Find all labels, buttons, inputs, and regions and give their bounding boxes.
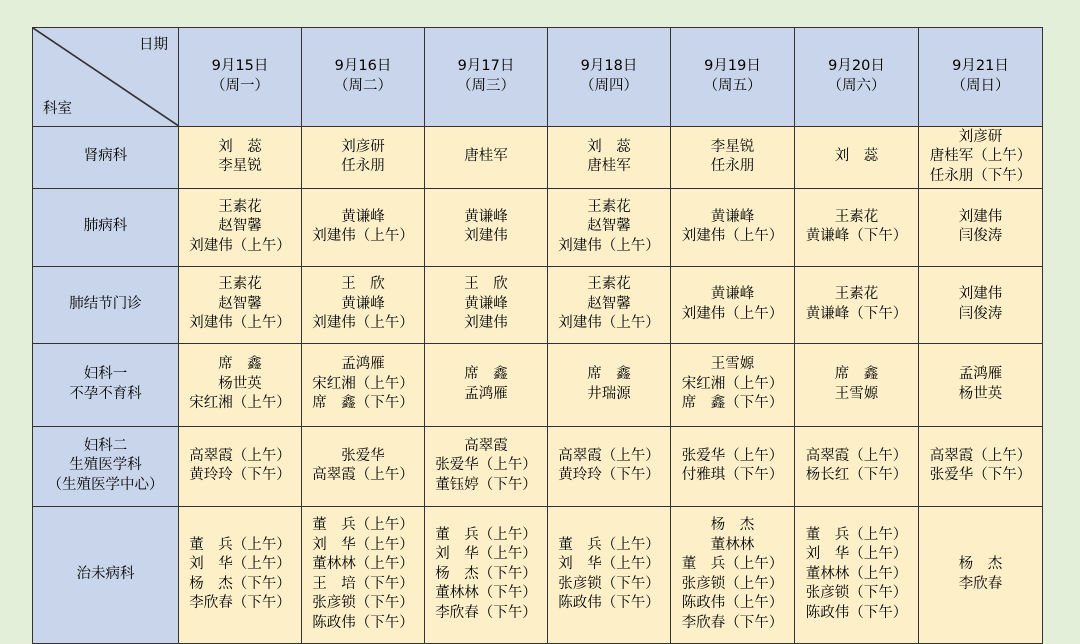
day-weekday: （周四） (580, 77, 638, 94)
schedule-cell (795, 266, 919, 343)
schedule-cell (179, 126, 302, 188)
schedule-cell (548, 266, 671, 343)
schedule-cell (548, 506, 671, 643)
doctor-entry: 黄谦峰（下午） (805, 228, 908, 244)
schedule-cell (302, 266, 425, 343)
doctor-entry: 张爱华 (341, 447, 385, 464)
schedule-cell (795, 426, 919, 506)
doctor-entry: 杨世英 (958, 385, 1003, 402)
doctor-entry: 董林林（下午） (435, 585, 537, 602)
schedule-cell (671, 506, 795, 643)
day-weekday: （周五） (703, 77, 762, 94)
header-row (33, 28, 1043, 127)
doctor-entry: 李欣春 (958, 575, 1003, 592)
doctor-entry: 杨 杰（下午） (435, 565, 537, 582)
doctor-entry: 高翠霞 (464, 437, 508, 454)
dept-name-cell (33, 266, 179, 343)
doctor-entry: 任永朋 (710, 158, 755, 174)
doctor-entry: 孟鸿雁 (958, 366, 1003, 382)
dept-row (33, 506, 1043, 643)
doctor-entry: 董 兵（上午） (681, 556, 784, 572)
dept-name-line: 生殖医学科 (69, 457, 142, 474)
doctor-entry: 董 兵（上午） (189, 536, 291, 553)
doctor-entry: 黄谦峰 (341, 295, 385, 312)
schedule-cell (425, 506, 548, 643)
doctor-entry: 陈政伟（上午） (681, 595, 784, 611)
doctor-entry: 刘建伟（上午） (558, 237, 660, 254)
schedule-cell (795, 343, 919, 426)
doctor-entry: 杨长红（下午） (805, 467, 908, 483)
doctor-entry: 黄谦峰 (710, 208, 755, 225)
schedule-cell (179, 266, 302, 343)
schedule-cell (179, 426, 302, 506)
schedule-cell (425, 343, 548, 426)
doctor-entry: 唐桂军 (464, 148, 508, 165)
doctor-entry: 席 鑫 (464, 366, 508, 382)
doctor-entry: 席 鑫 (587, 366, 631, 382)
dept-name-cell (33, 188, 179, 266)
schedule-cell (425, 426, 548, 506)
doctor-entry: 高翠霞（上午） (189, 447, 291, 464)
doctor-entry: 孟鸿雁 (341, 356, 385, 373)
doctor-entry: 刘彦研 (958, 128, 1003, 145)
dept-row (33, 188, 1043, 266)
doctor-entry: 刘建伟（上午） (312, 315, 414, 332)
day-weekday: （周三） (457, 77, 515, 94)
doctor-entry: 李欣春（下午） (681, 614, 784, 631)
schedule-cell (919, 426, 1043, 506)
dept-name-line: 妇科一 (83, 366, 128, 382)
doctor-entry: 陈政伟（下午） (805, 604, 908, 621)
day-date: 9月19日 (704, 58, 761, 75)
doctor-entry: 刘建伟（上午） (312, 228, 414, 244)
day-header-5 (671, 28, 795, 127)
doctor-entry: 唐桂军 (587, 158, 631, 174)
doctor-entry: 黄玲玲（下午） (558, 467, 660, 483)
doctor-entry: 任永朋 (341, 158, 385, 174)
doctor-entry: 李星锐 (710, 138, 755, 155)
doctor-entry: 王素花 (834, 286, 879, 302)
schedule-cell (548, 188, 671, 266)
doctor-entry: 刘建伟 (958, 286, 1003, 302)
schedule-cell (425, 266, 548, 343)
dept-name-line: 妇科二 (83, 437, 128, 454)
day-header-6 (795, 28, 919, 127)
doctor-entry: 李欣春（下午） (189, 595, 291, 611)
doctor-entry: 席 鑫（下午） (312, 395, 414, 412)
schedule-cell (425, 188, 548, 266)
doctor-entry: 杨 杰（下午） (189, 575, 291, 592)
schedule-cell (179, 506, 302, 643)
schedule-cell (795, 506, 919, 643)
doctor-entry: 刘 华（上午） (558, 556, 660, 572)
doctor-entry: 刘 蕊 (218, 138, 262, 155)
corner-dept-label: 科室 (43, 101, 72, 117)
doctor-entry: 赵智馨 (587, 295, 631, 312)
doctor-entry: 刘建伟 (464, 315, 508, 332)
doctor-entry: 李欣春（下午） (435, 604, 537, 621)
dept-row (33, 343, 1043, 426)
doctor-entry: 高翠霞（上午） (558, 447, 660, 464)
doctor-entry: 王 培（下午） (312, 575, 414, 592)
doctor-entry: 董林林（上午） (805, 565, 908, 582)
doctor-entry: 高翠霞（上午） (805, 447, 908, 464)
doctor-entry: 黄谦峰 (341, 208, 385, 225)
schedule-cell (671, 126, 795, 188)
doctor-entry: 宋红湘（上午） (189, 395, 291, 412)
schedule-cell (919, 506, 1043, 643)
schedule-cell (302, 188, 425, 266)
doctor-entry: 刘建伟（上午） (189, 315, 291, 332)
doctor-entry: 张彦锁（下午） (805, 585, 908, 602)
doctor-entry: 张彦锁（上午） (681, 575, 784, 592)
dept-name-line: 治未病科 (76, 565, 135, 582)
day-header-7 (919, 28, 1043, 127)
dept-name-line: 肺病科 (83, 218, 128, 235)
day-header-1 (179, 28, 302, 127)
doctor-entry: 闫俊涛 (958, 228, 1003, 244)
doctor-entry: 王雪嫄 (710, 356, 755, 373)
dept-name-line: 不孕不育科 (69, 385, 142, 402)
dept-row (33, 126, 1043, 188)
day-date: 9月21日 (952, 58, 1009, 75)
doctor-entry: 刘 华（上午） (189, 556, 291, 572)
doctor-entry: 刘建伟（上午） (681, 305, 784, 322)
dept-row (33, 266, 1043, 343)
doctor-entry: 任永朋（下午） (929, 167, 1032, 184)
schedule-cell (671, 426, 795, 506)
day-weekday: （周日） (951, 77, 1010, 94)
doctor-entry: 席 鑫（下午） (681, 395, 784, 412)
schedule-cell (919, 126, 1043, 188)
schedule-cell (919, 188, 1043, 266)
doctor-entry: 张彦锁（下午） (558, 575, 660, 592)
doctor-entry: 黄玲玲（下午） (189, 467, 291, 483)
schedule-cell (425, 126, 548, 188)
day-header-2 (302, 28, 425, 127)
day-weekday: （周二） (334, 77, 392, 94)
schedule-cell (548, 343, 671, 426)
schedule-cell (795, 188, 919, 266)
doctor-entry: 刘建伟（上午） (558, 315, 660, 332)
doctor-entry: 席 鑫 (834, 366, 879, 382)
day-date: 9月17日 (457, 58, 515, 75)
doctor-entry: 王素花 (834, 208, 879, 225)
doctor-entry: 刘建伟 (464, 228, 508, 244)
doctor-entry: 董林林 (710, 536, 755, 553)
schedule-cell (671, 188, 795, 266)
day-date: 9月16日 (334, 58, 392, 75)
day-weekday: （周六） (827, 77, 886, 94)
schedule-cell (179, 343, 302, 426)
doctor-entry: 赵智馨 (587, 218, 631, 235)
doctor-entry: 宋红湘（上午） (681, 375, 784, 392)
dept-name-cell (33, 126, 179, 188)
doctor-entry: 杨 杰 (958, 556, 1003, 572)
day-header-4 (548, 28, 671, 127)
dept-name-line: （生殖医学中心） (47, 476, 164, 493)
schedule-cell (302, 126, 425, 188)
schedule-cell (302, 426, 425, 506)
schedule-cell (671, 266, 795, 343)
doctor-entry: 董 兵（上午） (435, 526, 537, 543)
doctor-entry: 杨 杰 (710, 517, 755, 533)
schedule-cell (671, 343, 795, 426)
doctor-entry: 王雪嫄 (834, 385, 879, 402)
doctor-entry: 王素花 (587, 198, 631, 215)
doctor-entry: 刘 蕊 (834, 148, 879, 165)
dept-name-line: 肾病科 (83, 148, 128, 165)
schedule-cell (179, 188, 302, 266)
dept-name-line: 肺结节门诊 (69, 295, 142, 312)
schedule-cell (302, 506, 425, 643)
dept-name-cell (33, 343, 179, 426)
duty-schedule-table (32, 27, 1043, 644)
schedule-body (33, 126, 1043, 643)
doctor-entry: 高翠霞（上午） (929, 447, 1032, 464)
doctor-entry: 唐桂军（上午） (929, 148, 1032, 165)
doctor-entry: 赵智馨 (218, 218, 262, 235)
doctor-entry: 张爱华（上午） (435, 457, 537, 474)
doctor-entry: 刘 华（上午） (312, 536, 414, 553)
schedule-cell (919, 266, 1043, 343)
corner-header-cell (33, 28, 179, 127)
doctor-entry: 刘 华（上午） (435, 546, 537, 563)
doctor-entry: 王素花 (587, 276, 631, 293)
doctor-entry: 孟鸿雁 (464, 385, 508, 402)
doctor-entry: 杨世英 (218, 375, 262, 392)
dept-name-cell (33, 506, 179, 643)
doctor-entry: 王素花 (218, 198, 262, 215)
doctor-entry: 张爱华（下午） (929, 467, 1032, 483)
schedule-cell (548, 126, 671, 188)
schedule-cell (795, 126, 919, 188)
doctor-entry: 宋红湘（上午） (312, 375, 414, 392)
doctor-entry: 刘彦研 (341, 138, 385, 155)
doctor-entry: 陈政伟（下午） (558, 595, 660, 611)
day-date: 9月15日 (211, 58, 269, 75)
doctor-entry: 董钰婷（下午） (435, 476, 537, 493)
doctor-entry: 董 兵（上午） (558, 536, 660, 553)
day-header-3 (425, 28, 548, 127)
dept-row (33, 426, 1043, 506)
doctor-entry: 李星锐 (218, 158, 262, 174)
doctor-entry: 黄谦峰 (464, 295, 508, 312)
doctor-entry: 赵智馨 (218, 295, 262, 312)
doctor-entry: 董 兵（上午） (805, 526, 908, 543)
doctor-entry: 张爱华（上午） (681, 447, 784, 464)
doctor-entry: 董 兵（上午） (312, 517, 414, 533)
doctor-entry: 刘建伟 (958, 208, 1003, 225)
doctor-entry: 高翠霞（上午） (312, 467, 414, 483)
doctor-entry: 王 欣 (341, 276, 385, 293)
doctor-entry: 董林林（上午） (312, 556, 414, 572)
doctor-entry: 黄谦峰 (710, 286, 755, 302)
schedule-cell (919, 343, 1043, 426)
day-date: 9月18日 (580, 58, 638, 75)
doctor-entry: 黄谦峰 (464, 208, 508, 225)
doctor-entry: 王素花 (218, 276, 262, 293)
schedule-cell (302, 343, 425, 426)
doctor-entry: 刘 华（上午） (805, 546, 908, 563)
doctor-entry: 闫俊涛 (958, 305, 1003, 322)
corner-date-label: 日期 (139, 37, 168, 53)
doctor-entry: 王 欣 (464, 276, 508, 293)
doctor-entry: 刘建伟（上午） (681, 228, 784, 244)
doctor-entry: 张彦锁（下午） (312, 595, 414, 611)
doctor-entry: 黄谦峰（下午） (805, 305, 908, 322)
day-date: 9月20日 (828, 58, 885, 75)
schedule-cell (548, 426, 671, 506)
doctor-entry: 刘 蕊 (587, 138, 631, 155)
dept-name-cell (33, 426, 179, 506)
doctor-entry: 井瑞源 (587, 385, 631, 402)
doctor-entry: 付雅琪（下午） (681, 467, 784, 483)
day-weekday: （周一） (211, 77, 269, 94)
doctor-entry: 席 鑫 (218, 356, 262, 373)
doctor-entry: 陈政伟（下午） (312, 614, 414, 631)
doctor-entry: 刘建伟（上午） (189, 237, 291, 254)
